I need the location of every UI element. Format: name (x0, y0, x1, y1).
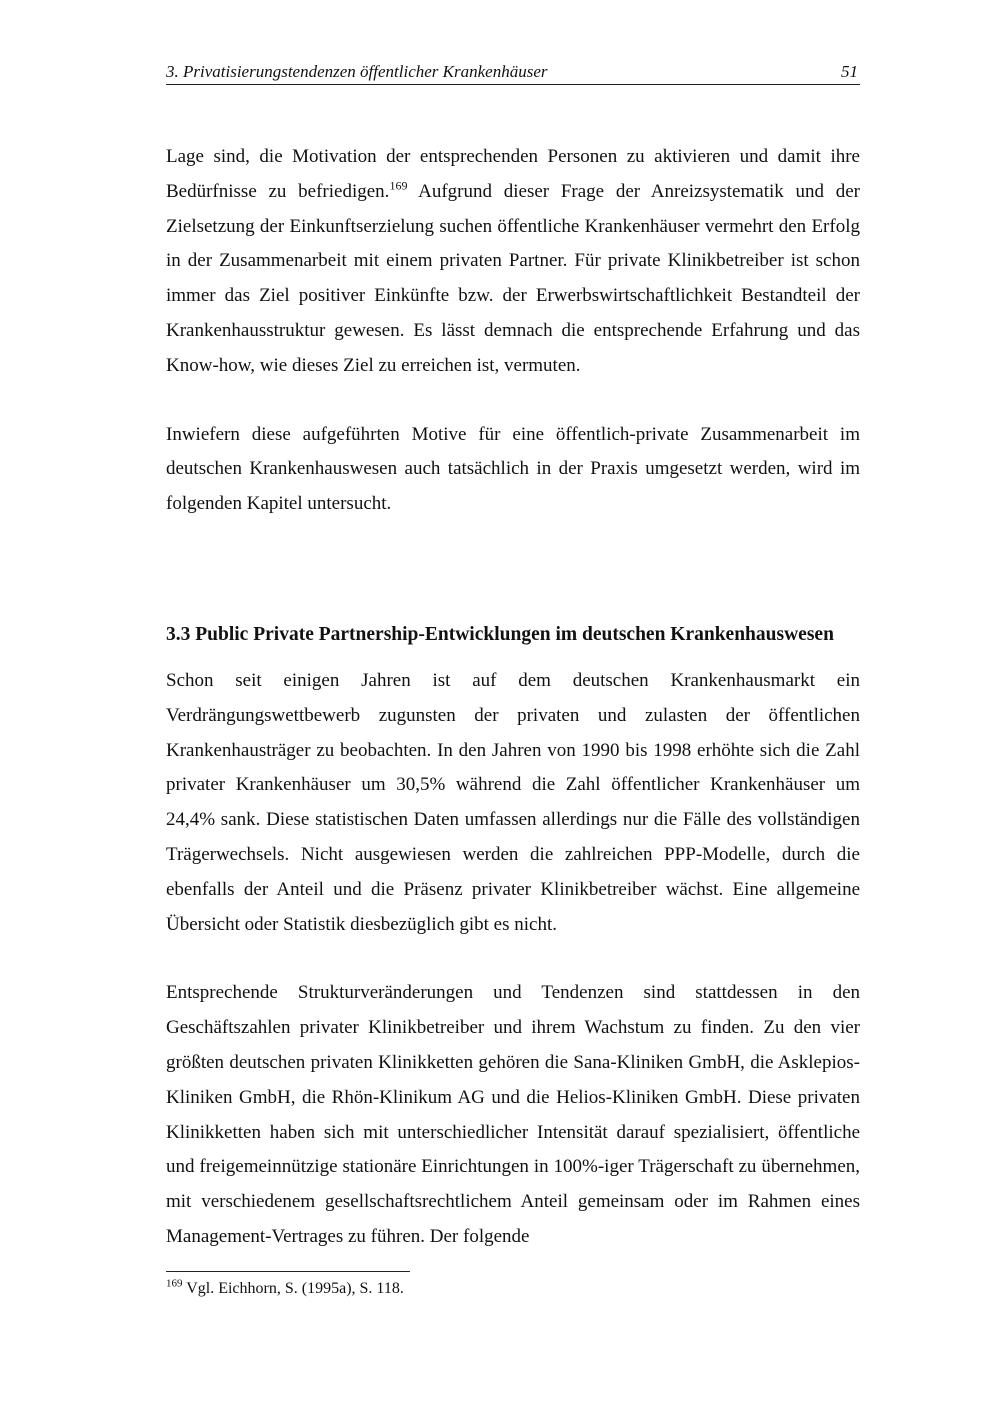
running-title: 3. Privatisierungstendenzen öffentlicher Krankenhäuser (166, 62, 548, 81)
paragraph-4: Entsprechende Strukturveränderungen und Tendenzen sind stattdessen in den Geschäftszahlen privater Klinikbetreiber und ihrem Wachstum zu finden. Zu den vier größten deutschen privaten Klinikketten gehören die Sana-Kliniken GmbH, die Asklepios-Kliniken GmbH, die Rhön-Klinikum AG und die Helios-Kliniken GmbH. Diese privaten Klinikketten haben sich mit unterschiedlicher Intensität darauf spezialisiert, öffentliche und freigemeinnützige stationäre Einrichtungen in 100%-iger Trägerschaft zu übernehmen, mit verschiedenem gesellschaftsrechtlichem Anteil gemeinsam oder im Rahmen eines Management-Vertrages zu führen. Der folgende (166, 982, 860, 1247)
footnote-reference: 169 (389, 178, 408, 193)
section-heading: 3.3 Public Private Partnership-Entwicklungen im deutschen Krankenhauswesen (166, 623, 834, 645)
paragraph-1-start: Lage sind, die Motivation der entsprechenden Personen zu aktivieren und damit ihre Bedürfnisse zu befriedigen. (166, 146, 860, 202)
footnote-number: 169 (166, 1277, 183, 1290)
paragraph-2: Inwiefern diese aufgeführten Motive für eine öffentlich-private Zusammenarbeit im deutschen Krankenhauswesen auch tatsächlich in der Praxis umgesetzt werden, wird im folgenden Kapitel untersucht. (166, 423, 860, 515)
footnote-text: Vgl. Eichhorn, S. (1995a), S. 118. (182, 1280, 404, 1297)
body-text (166, 140, 860, 1255)
paragraph-3: Schon seit einigen Jahren ist auf dem deutschen Krankenhausmarkt ein Verdrängungswettbewerb zugunsten der privaten und zulasten der öffentlichen Krankenhausträger zu beobachten. In den Jahren von 1990 bis 1998 erhöhte sich die Zahl privater Krankenhäuser um 30,5% während die Zahl öffentlicher Krankenhäuser um 24,4% sank. Diese statistischen Daten umfassen allerdings nur die Fälle des vollständigen Trägerwechsels. Nicht ausgewiesen werden die zahlreichen PPP-Modelle, durch die ebenfalls der Anteil und die Präsenz privater Klinikbetreiber wächst. Eine allgemeine Übersicht oder Statistik diesbezüglich gibt es nicht. (166, 669, 860, 935)
footnote-divider (166, 1271, 410, 1272)
page-header (166, 60, 860, 85)
page-number: 51 (841, 62, 858, 81)
footnote (166, 1277, 404, 1298)
paragraph-1 (166, 140, 860, 384)
paragraph-1-rest: Aufgrund dieser Frage der Anreizsystematik und der Zielsetzung der Einkunftserzielung suchen öffentliche Krankenhäuser vermehrt den Erfolg in der Zusammenarbeit mit einem privaten Partner. Für private Klinikbetreiber ist schon immer das Ziel positiver Einkünfte bzw. der Erwerbswirtschaftlichkeit Bestandteil der Krankenhausstruktur gewesen. Es lässt demnach die entsprechende Erfahrung und das Know-how, wie dieses Ziel zu erreichen ist, vermuten. (166, 180, 860, 376)
